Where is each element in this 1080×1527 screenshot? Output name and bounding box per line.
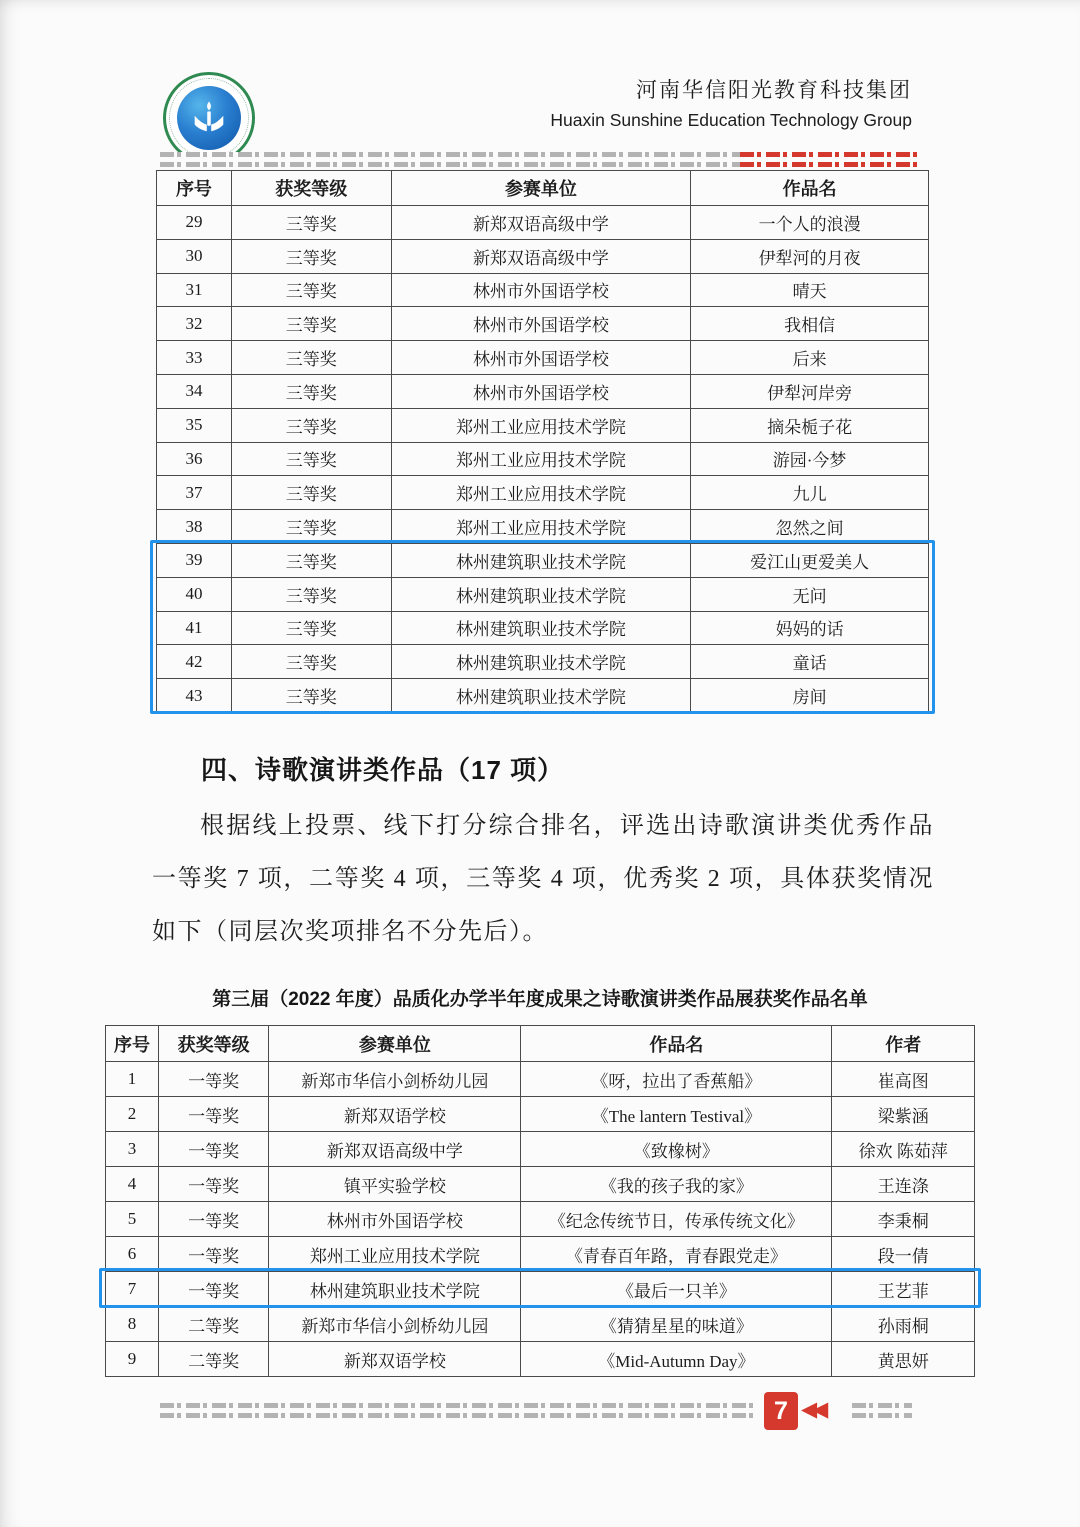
table-header-row	[106, 1026, 975, 1062]
cell-level: 一等奖	[159, 1272, 269, 1307]
cell-unit: 林州建筑职业技术学院	[391, 543, 691, 577]
table-row	[106, 1062, 975, 1097]
cell-author: 段一倩	[832, 1237, 975, 1272]
cell-no: 5	[106, 1202, 159, 1237]
cell-level: 三等奖	[231, 239, 391, 273]
cell-author: 王艺菲	[832, 1272, 975, 1307]
cell-no: 3	[106, 1132, 159, 1167]
poetry-awards-table	[105, 1025, 975, 1377]
cell-no: 6	[106, 1237, 159, 1272]
cell-level: 二等奖	[159, 1307, 269, 1342]
cell-work: 忽然之间	[691, 510, 929, 544]
cell-no: 38	[157, 510, 232, 544]
table-row	[106, 1272, 975, 1307]
column-header: 参赛单位	[391, 171, 691, 206]
table-row	[157, 374, 929, 408]
cell-unit: 新郑双语高级中学	[391, 239, 691, 273]
cell-level: 三等奖	[231, 442, 391, 476]
table-row	[106, 1307, 975, 1342]
cell-level: 三等奖	[231, 645, 391, 679]
column-header: 获奖等级	[159, 1026, 269, 1062]
table-row	[157, 510, 929, 544]
table-row	[157, 341, 929, 375]
table-row	[157, 408, 929, 442]
cell-no: 30	[157, 239, 232, 273]
cell-level: 三等奖	[231, 341, 391, 375]
footer-divider-right	[852, 1403, 912, 1418]
table-row	[157, 442, 929, 476]
table-row	[106, 1202, 975, 1237]
cell-unit: 林州市外国语学校	[391, 273, 691, 307]
cell-work: 《最后一只羊》	[521, 1272, 832, 1307]
music-awards-table	[156, 170, 929, 713]
cell-unit: 林州建筑职业技术学院	[391, 577, 691, 611]
table-header-row	[157, 171, 929, 206]
cell-unit: 新郑双语学校	[269, 1097, 521, 1132]
section-title: 四、诗歌演讲类作品（17 项）	[201, 755, 565, 785]
cell-unit: 林州市外国语学校	[391, 341, 691, 375]
cell-level: 三等奖	[231, 206, 391, 240]
cell-level: 一等奖	[159, 1132, 269, 1167]
cell-unit: 郑州工业应用技术学院	[391, 408, 691, 442]
cell-no: 34	[157, 374, 232, 408]
cell-unit: 林州市外国语学校	[391, 307, 691, 341]
cell-level: 三等奖	[231, 611, 391, 645]
cell-no: 43	[157, 679, 232, 713]
cell-author: 梁紫涵	[832, 1097, 975, 1132]
divider-red-segment	[740, 152, 920, 167]
column-header: 参赛单位	[269, 1026, 521, 1062]
table-row	[157, 679, 929, 713]
table-row	[157, 645, 929, 679]
cell-unit: 林州建筑职业技术学院	[391, 645, 691, 679]
footer-divider-left	[160, 1403, 757, 1418]
table-row	[106, 1237, 975, 1272]
cell-no: 7	[106, 1272, 159, 1307]
cell-work: 《青春百年路，青春跟党走》	[521, 1237, 832, 1272]
table-row	[106, 1132, 975, 1167]
cell-work: 一个人的浪漫	[691, 206, 929, 240]
cell-level: 三等奖	[231, 577, 391, 611]
table-row	[157, 307, 929, 341]
table-row	[106, 1342, 975, 1377]
cell-work: 我相信	[691, 307, 929, 341]
page-footer	[0, 1392, 1080, 1436]
cell-level: 二等奖	[159, 1342, 269, 1377]
cell-no: 35	[157, 408, 232, 442]
cell-author: 徐欢 陈茹萍	[832, 1132, 975, 1167]
cell-level: 三等奖	[231, 374, 391, 408]
cell-work: 晴天	[691, 273, 929, 307]
cell-level: 三等奖	[231, 679, 391, 713]
cell-unit: 新郑双语高级中学	[269, 1132, 521, 1167]
cell-unit: 林州建筑职业技术学院	[391, 679, 691, 713]
org-name-block	[550, 74, 912, 131]
column-header: 作品名	[691, 171, 929, 206]
table-row	[157, 577, 929, 611]
table-row	[157, 611, 929, 645]
table-row	[106, 1167, 975, 1202]
cell-no: 41	[157, 611, 232, 645]
org-name-chinese: 河南华信阳光教育科技集团	[636, 78, 912, 102]
cell-author: 孙雨桐	[832, 1307, 975, 1342]
cell-no: 4	[106, 1167, 159, 1202]
section-paragraph: 根据线上投票、线下打分综合排名，评选出诗歌演讲类优秀作品一等奖 7 项，二等奖 4 项，三等奖 4 项，优秀奖 2 项，具体获奖情况如下（同层次奖项排名不分先后）。	[152, 813, 934, 945]
cell-author: 李秉桐	[832, 1202, 975, 1237]
cell-work: 游园·今梦	[691, 442, 929, 476]
cell-work: 后来	[691, 341, 929, 375]
column-header: 作者	[832, 1026, 975, 1062]
organization-logo	[163, 72, 255, 164]
cell-work: 房间	[691, 679, 929, 713]
table-row	[157, 273, 929, 307]
cell-level: 一等奖	[159, 1167, 269, 1202]
cell-work: 《呀，拉出了香蕉船》	[521, 1062, 832, 1097]
poetry-table-caption: 第三届（2022 年度）品质化办学半年度成果之诗歌演讲类作品展获奖作品名单	[212, 989, 868, 1010]
cell-no: 29	[157, 206, 232, 240]
cell-unit: 新郑双语学校	[269, 1342, 521, 1377]
cell-work: 无问	[691, 577, 929, 611]
cell-no: 37	[157, 476, 232, 510]
cell-unit: 林州市外国语学校	[269, 1202, 521, 1237]
cell-level: 三等奖	[231, 307, 391, 341]
cell-author: 崔高图	[832, 1062, 975, 1097]
cell-no: 8	[106, 1307, 159, 1342]
cell-work: 《Mid-Autumn Day》	[521, 1342, 832, 1377]
music-awards-table-wrap	[156, 170, 929, 713]
cell-level: 一等奖	[159, 1062, 269, 1097]
cell-level: 三等奖	[231, 543, 391, 577]
double-left-triangles-icon: ◀◀	[801, 1398, 824, 1421]
column-header: 作品名	[521, 1026, 832, 1062]
table-row	[157, 239, 929, 273]
column-header: 获奖等级	[231, 171, 391, 206]
cell-no: 36	[157, 442, 232, 476]
cell-work: 《The lantern Testival》	[521, 1097, 832, 1132]
column-header: 序号	[106, 1026, 159, 1062]
cell-unit: 林州建筑职业技术学院	[269, 1272, 521, 1307]
cell-no: 31	[157, 273, 232, 307]
cell-unit: 林州建筑职业技术学院	[391, 611, 691, 645]
cell-work: 九儿	[691, 476, 929, 510]
cell-author: 黄思妍	[832, 1342, 975, 1377]
divider-gray-segment	[160, 152, 740, 167]
table-row	[106, 1097, 975, 1132]
logo-emblem-icon	[177, 86, 241, 150]
cell-level: 一等奖	[159, 1097, 269, 1132]
cell-no: 40	[157, 577, 232, 611]
org-name-english: Huaxin Sunshine Education Technology Group	[550, 110, 912, 130]
cell-level: 三等奖	[231, 408, 391, 442]
cell-unit: 镇平实验学校	[269, 1167, 521, 1202]
cell-author: 王连涤	[832, 1167, 975, 1202]
cell-level: 一等奖	[159, 1202, 269, 1237]
column-header: 序号	[157, 171, 232, 206]
cell-unit: 郑州工业应用技术学院	[391, 510, 691, 544]
cell-unit: 新郑市华信小剑桥幼儿园	[269, 1307, 521, 1342]
cell-level: 一等奖	[159, 1237, 269, 1272]
cell-no: 42	[157, 645, 232, 679]
cell-level: 三等奖	[231, 510, 391, 544]
cell-no: 32	[157, 307, 232, 341]
cell-work: 伊犁河的月夜	[691, 239, 929, 273]
cell-work: 《致橡树》	[521, 1132, 832, 1167]
cell-level: 三等奖	[231, 273, 391, 307]
cell-unit: 新郑双语高级中学	[391, 206, 691, 240]
table-row	[157, 206, 929, 240]
cell-work: 爱江山更爱美人	[691, 543, 929, 577]
cell-unit: 林州市外国语学校	[391, 374, 691, 408]
cell-work: 《纪念传统节日，传承传统文化》	[521, 1202, 832, 1237]
cell-work: 摘朵栀子花	[691, 408, 929, 442]
page-number-badge: 7	[764, 1392, 798, 1430]
poetry-awards-table-wrap	[105, 1025, 975, 1377]
cell-unit: 郑州工业应用技术学院	[269, 1237, 521, 1272]
cell-work: 妈妈的话	[691, 611, 929, 645]
cell-work: 《猜猜星星的味道》	[521, 1307, 832, 1342]
cell-no: 2	[106, 1097, 159, 1132]
cell-unit: 郑州工业应用技术学院	[391, 476, 691, 510]
table-row	[157, 543, 929, 577]
cell-no: 1	[106, 1062, 159, 1097]
cell-unit: 新郑市华信小剑桥幼儿园	[269, 1062, 521, 1097]
cell-level: 三等奖	[231, 476, 391, 510]
cell-unit: 郑州工业应用技术学院	[391, 442, 691, 476]
cell-no: 33	[157, 341, 232, 375]
cell-no: 39	[157, 543, 232, 577]
decorative-divider-top	[160, 152, 920, 167]
cell-no: 9	[106, 1342, 159, 1377]
table-row	[157, 476, 929, 510]
cell-work: 童话	[691, 645, 929, 679]
cell-work: 《我的孩子我的家》	[521, 1167, 832, 1202]
cell-work: 伊犁河岸旁	[691, 374, 929, 408]
